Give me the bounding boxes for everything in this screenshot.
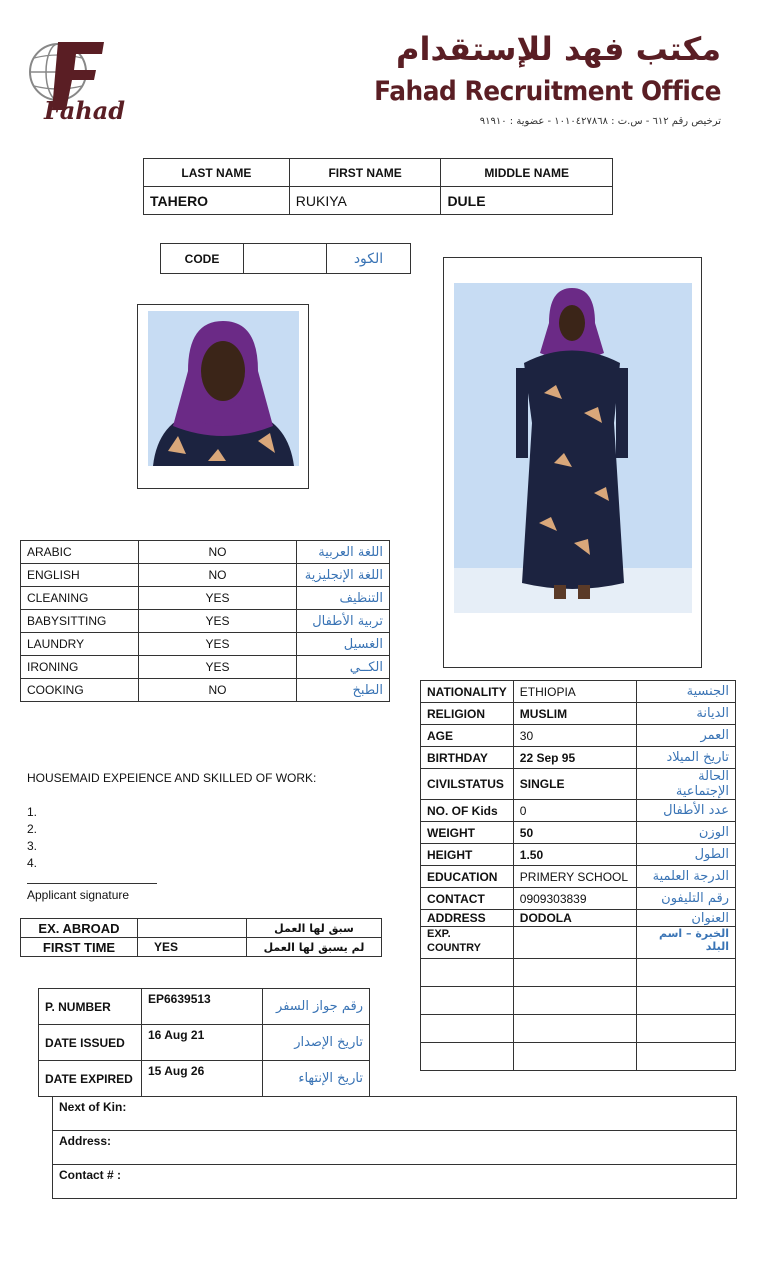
skill-row [21, 679, 390, 702]
detail-arabic-label: الدرجة العلمية [636, 866, 735, 888]
detail-row [421, 910, 736, 927]
code-arabic-label: الكود [327, 244, 411, 274]
detail-value: MUSLIM [513, 703, 636, 725]
detail-arabic-label: الطول [636, 844, 735, 866]
date-issued-label: DATE ISSUED [39, 1025, 142, 1061]
skill-row [21, 633, 390, 656]
empty-cell [636, 1015, 735, 1043]
detail-label: CONTACT [421, 888, 514, 910]
detail-value: 30 [513, 725, 636, 747]
experience-item: 1. [27, 805, 38, 819]
skill-value: YES [139, 656, 297, 679]
code-value [244, 244, 327, 274]
detail-value: PRIMERY SCHOOL [513, 866, 636, 888]
detail-value: 50 [513, 822, 636, 844]
detail-row [421, 725, 736, 747]
detail-row [421, 822, 736, 844]
exp-country-label-line1: EXP. [427, 928, 451, 940]
detail-row [421, 866, 736, 888]
detail-row [421, 888, 736, 910]
skill-label: LAUNDRY [21, 633, 139, 656]
detail-label: ADDRESS [421, 910, 514, 927]
detail-row [421, 703, 736, 725]
ex-abroad-arabic: سبق لها العمل [247, 919, 382, 938]
detail-value: ETHIOPIA [513, 681, 636, 703]
empty-cell [636, 987, 735, 1015]
detail-arabic-label: رقم التليفون [636, 888, 735, 910]
empty-cell [421, 987, 514, 1015]
exp-country-value [513, 927, 636, 959]
skill-label: ARABIC [21, 541, 139, 564]
skill-arabic-label: اللغة العربية [297, 541, 390, 564]
empty-cell [513, 959, 636, 987]
detail-arabic-label: الجنسية [636, 681, 735, 703]
skill-row [21, 587, 390, 610]
experience-item: 2. [27, 822, 38, 836]
detail-label: BIRTHDAY [421, 747, 514, 769]
first-name-value: RUKIYA [289, 187, 441, 215]
skill-label: COOKING [21, 679, 139, 702]
full-body-photo-frame [443, 257, 702, 668]
last-name-header: LAST NAME [144, 159, 290, 187]
skill-label: ENGLISH [21, 564, 139, 587]
skill-arabic-label: التنظيف [297, 587, 390, 610]
date-expired-label: DATE EXPIRED [39, 1061, 142, 1097]
skill-label: CLEANING [21, 587, 139, 610]
first-time-arabic: لم يسبق لها العمل [247, 938, 382, 957]
next-of-kin-table [52, 1096, 737, 1199]
next-of-kin-label: Next of Kin: [53, 1097, 737, 1131]
detail-arabic-label: الوزن [636, 822, 735, 844]
skills-table [20, 540, 390, 702]
detail-row [421, 844, 736, 866]
empty-cell [421, 1015, 514, 1043]
detail-value: SINGLE [513, 769, 636, 800]
exp-country-arabic: الخبرة – اسم البلد [636, 927, 735, 959]
empty-cell [421, 1043, 514, 1071]
skill-arabic-label: الغسيل [297, 633, 390, 656]
arabic-title: مكتب فهد للإستقدام [396, 30, 721, 68]
full-body-photo [454, 283, 692, 613]
skill-value: NO [139, 564, 297, 587]
detail-value: 1.50 [513, 844, 636, 866]
portrait-photo-frame [137, 304, 309, 489]
detail-label: HEIGHT [421, 844, 514, 866]
portrait-photo [148, 311, 299, 466]
empty-cell [513, 1015, 636, 1043]
exp-country-label [421, 927, 514, 959]
detail-label: CIVILSTATUS [421, 769, 514, 800]
skill-value: YES [139, 610, 297, 633]
kin-contact-label: Contact # : [53, 1165, 737, 1199]
empty-cell [421, 959, 514, 987]
experience-item: 3. [27, 839, 38, 853]
first-time-value: YES [138, 938, 247, 957]
detail-row [421, 769, 736, 800]
skill-row [21, 541, 390, 564]
skill-row [21, 564, 390, 587]
exp-country-label-line2: COUNTRY [427, 942, 481, 954]
skill-label: BABYSITTING [21, 610, 139, 633]
skill-arabic-label: تربية الأطفال [297, 610, 390, 633]
license-line: ترخيص رقم ٦١٢ - س.ت : ١٠١٠٤٢٧٨٦٨ - عضوية : ٩١٩١٠ [479, 116, 721, 127]
detail-arabic-label: العمر [636, 725, 735, 747]
empty-cell [513, 987, 636, 1015]
detail-row [421, 747, 736, 769]
detail-row [421, 681, 736, 703]
first-time-label: FIRST TIME [21, 938, 138, 957]
last-name-value: TAHERO [144, 187, 290, 215]
empty-cell [636, 1043, 735, 1071]
detail-arabic-label: عدد الأطفال [636, 800, 735, 822]
skill-arabic-label: الكــي [297, 656, 390, 679]
kin-address-label: Address: [53, 1131, 737, 1165]
skill-value: YES [139, 633, 297, 656]
logo-text: Fahad [44, 96, 126, 125]
detail-label: AGE [421, 725, 514, 747]
date-issued-value: 16 Aug 21 [142, 1025, 263, 1061]
signature-line [27, 883, 157, 884]
abroad-table [20, 918, 382, 957]
skill-value: YES [139, 587, 297, 610]
experience-heading: HOUSEMAID EXPEIENCE AND SKILLED OF WORK: [27, 771, 317, 785]
detail-label: RELIGION [421, 703, 514, 725]
detail-label: NATIONALITY [421, 681, 514, 703]
detail-arabic-label: الديانة [636, 703, 735, 725]
detail-value: 0909303839 [513, 888, 636, 910]
skill-row [21, 656, 390, 679]
passport-number-value: EP6639513 [142, 989, 263, 1025]
code-table [160, 243, 411, 274]
passport-table [38, 988, 370, 1097]
passport-number-arabic: رقم جواز السفر [263, 989, 370, 1025]
empty-cell [636, 959, 735, 987]
date-expired-value: 15 Aug 26 [142, 1061, 263, 1097]
name-table [143, 158, 613, 215]
passport-number-label: P. NUMBER [39, 989, 142, 1025]
experience-list [27, 804, 37, 872]
english-title: Fahad Recruitment Office [374, 76, 721, 107]
detail-arabic-label: تاريخ الميلاد [636, 747, 735, 769]
ex-abroad-label: EX. ABROAD [21, 919, 138, 938]
detail-label: WEIGHT [421, 822, 514, 844]
signature-label: Applicant signature [27, 888, 130, 902]
date-expired-arabic: تاريخ الإنتهاء [263, 1061, 370, 1097]
detail-row [421, 800, 736, 822]
detail-arabic-label: الحالة الإجتماعية [636, 769, 735, 800]
detail-label: NO. OF Kids [421, 800, 514, 822]
skill-value: NO [139, 679, 297, 702]
date-issued-arabic: تاريخ الإصدار [263, 1025, 370, 1061]
middle-name-value: DULE [441, 187, 613, 215]
detail-value: DODOLA [513, 910, 636, 927]
skill-value: NO [139, 541, 297, 564]
detail-value: 22 Sep 95 [513, 747, 636, 769]
experience-item: 4. [27, 856, 38, 870]
first-name-header: FIRST NAME [289, 159, 441, 187]
ex-abroad-value [138, 919, 247, 938]
detail-arabic-label: العنوان [636, 910, 735, 927]
detail-value: 0 [513, 800, 636, 822]
skill-arabic-label: الطبخ [297, 679, 390, 702]
empty-cell [513, 1043, 636, 1071]
skill-arabic-label: اللغة الإنجليزية [297, 564, 390, 587]
logo [24, 30, 134, 130]
skill-row [21, 610, 390, 633]
code-label: CODE [161, 244, 244, 274]
middle-name-header: MIDDLE NAME [441, 159, 613, 187]
detail-label: EDUCATION [421, 866, 514, 888]
skill-label: IRONING [21, 656, 139, 679]
details-table [420, 680, 736, 1071]
